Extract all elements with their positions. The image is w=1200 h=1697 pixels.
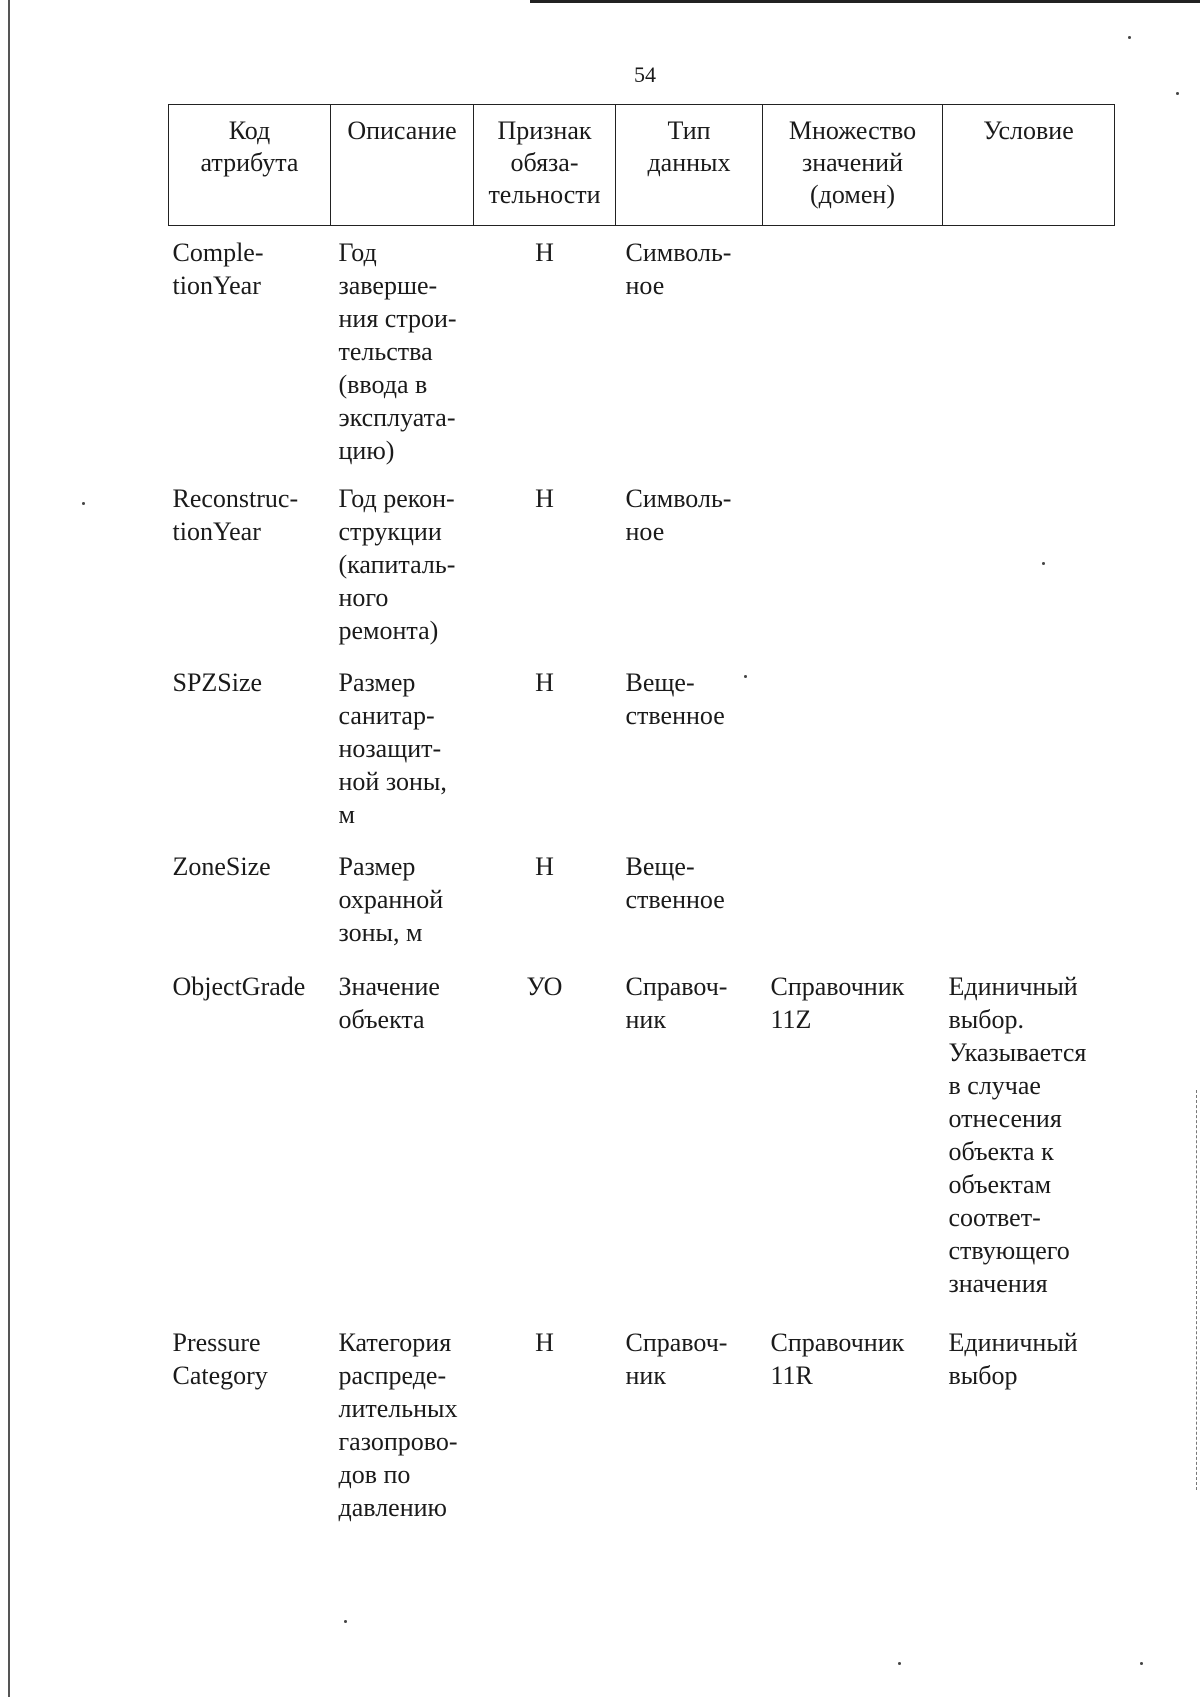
scan-speck — [1128, 36, 1131, 39]
page-number: 54 — [634, 62, 656, 87]
cell-domain: Справочник 11Z — [770, 972, 905, 1034]
table-row — [169, 482, 1115, 666]
table-row — [169, 1326, 1115, 1536]
table-row — [169, 666, 1115, 850]
cell-condition — [943, 482, 1115, 666]
cell-type: Символь- ное — [625, 238, 732, 300]
cell-condition: Единичный выбор — [948, 1328, 1078, 1390]
header-data-type: Тип данных — [616, 105, 763, 226]
cell-domain: Справочник 11R — [770, 1328, 905, 1390]
scan-speck — [82, 502, 85, 505]
cell-domain — [763, 666, 943, 850]
scan-speck — [1176, 92, 1179, 95]
header-required-flag: Признак обяза- тельности — [474, 105, 616, 226]
cell-type: Веще- ственное — [625, 852, 725, 914]
attributes-table — [168, 104, 1115, 1536]
cell-required: Н — [535, 238, 554, 267]
cell-required: Н — [535, 852, 554, 881]
cell-required: Н — [535, 484, 554, 513]
cell-domain — [763, 850, 943, 970]
cell-code: SPZSize — [172, 668, 263, 697]
header-value-domain: Множество значений (домен) — [763, 105, 943, 226]
scan-speck — [1140, 1662, 1143, 1665]
cell-description: Значение объекта — [338, 972, 440, 1034]
cell-description: Категория распреде- лительных газопрово- дов по давлению — [338, 1328, 458, 1522]
cell-required: Н — [535, 668, 554, 697]
cell-type: Символь- ное — [625, 484, 732, 546]
cell-domain — [763, 482, 943, 666]
cell-condition — [943, 666, 1115, 850]
cell-description: Год рекон- струкции (капиталь- ного ремонта) — [338, 484, 456, 645]
cell-code: Comple- tionYear — [172, 238, 264, 300]
cell-domain — [763, 226, 943, 483]
scan-edge-right — [1196, 1090, 1198, 1490]
scan-speck — [344, 1620, 347, 1623]
header-condition: Условие — [943, 105, 1115, 226]
cell-code: Pressure Category — [172, 1328, 268, 1390]
table-row — [169, 226, 1115, 483]
cell-type: Справоч- ник — [625, 1328, 728, 1390]
table-row — [169, 850, 1115, 970]
cell-condition — [943, 226, 1115, 483]
cell-description: Размер охранной зоны, м — [338, 852, 444, 947]
cell-required: Н — [535, 1328, 554, 1357]
header-attribute-code: Код атрибута — [169, 105, 331, 226]
cell-code: ZoneSize — [172, 852, 271, 881]
cell-required: УО — [526, 972, 563, 1001]
cell-code: ObjectGrade — [172, 972, 306, 1001]
header-description: Описание — [331, 105, 474, 226]
cell-code: Reconstruc- tionYear — [172, 484, 299, 546]
cell-type: Справоч- ник — [625, 972, 728, 1034]
scan-speck — [898, 1662, 901, 1665]
cell-description: Год заверше- ния строи- тельства (ввода в эксплуата- цию) — [338, 238, 457, 465]
table-row — [169, 970, 1115, 1326]
cell-type: Веще- ственное — [625, 668, 725, 730]
table-header-row — [169, 105, 1115, 226]
cell-condition — [943, 850, 1115, 970]
scan-edge-top — [530, 0, 1200, 3]
cell-description: Размер санитар- нозащит- ной зоны, м — [338, 668, 447, 829]
cell-condition: Единичный выбор. Указывается в случае отнесения объекта к объектам соответ- ствующего значения — [948, 972, 1087, 1298]
scan-edge-left — [8, 0, 10, 1697]
